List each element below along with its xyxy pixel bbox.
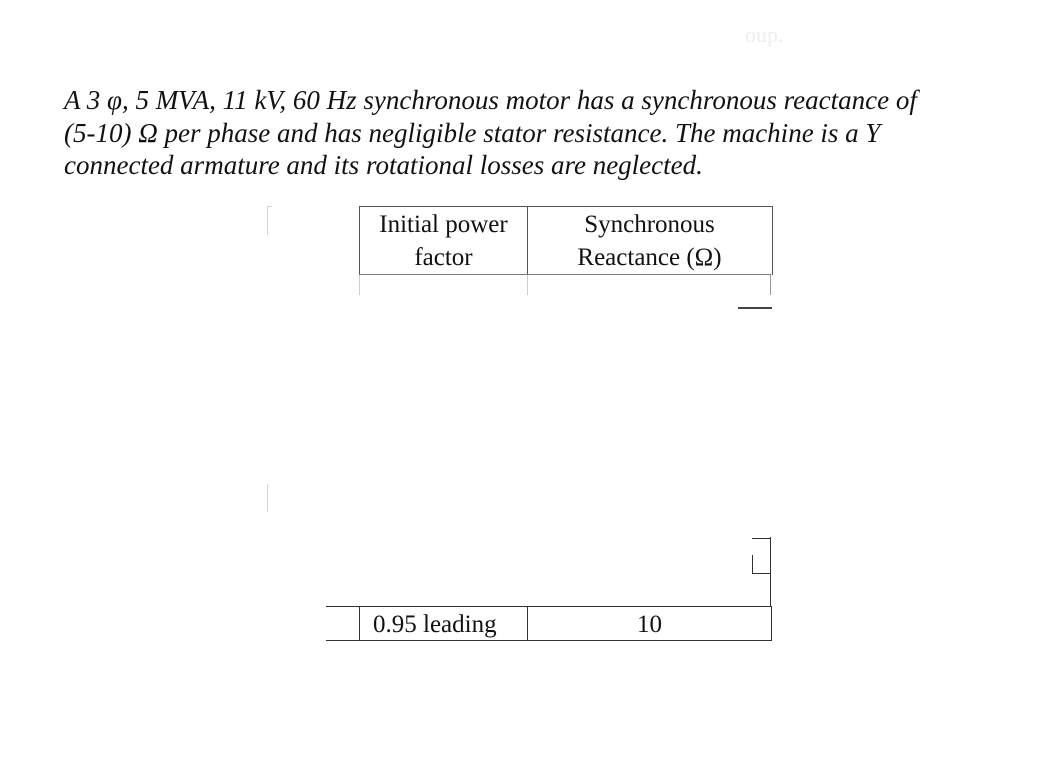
table-header-bottom-border xyxy=(359,274,771,275)
table-border-fragment xyxy=(752,555,753,573)
table-border-fragment xyxy=(738,307,772,309)
faded-margin-mark xyxy=(267,206,272,235)
table-row-power-factor: 0.95 leading xyxy=(373,611,497,638)
header-initial-power-factor xyxy=(360,208,527,274)
faded-column-line xyxy=(359,275,360,295)
table-border-fragment xyxy=(752,573,771,574)
problem-line-3: connected armature and its rotational losses are neglected. xyxy=(64,150,703,180)
faint-header-text: oup. xyxy=(745,22,784,47)
faded-column-line xyxy=(527,275,528,295)
header-pf-line2: factor xyxy=(414,244,473,271)
table-row-divider xyxy=(359,606,360,641)
problem-line-2: (5-10) Ω per phase and has negligible stator resistance. The machine is a Y xyxy=(64,117,881,148)
table-row-top-border xyxy=(326,606,772,607)
header-xs-line2: Reactance (Ω) xyxy=(577,244,722,271)
table-border-fragment xyxy=(752,538,771,539)
problem-statement xyxy=(64,84,984,182)
header-xs-line1: Synchronous xyxy=(584,211,715,238)
table-row-divider xyxy=(771,606,772,641)
faded-column-line xyxy=(770,275,771,295)
table-border-fragment xyxy=(770,537,771,607)
problem-line-1: A 3 φ, 5 MVA, 11 kV, 60 Hz synchronous motor has a synchronous reactance of xyxy=(64,85,917,115)
faded-margin-mark xyxy=(267,484,268,512)
table-row-reactance: 10 xyxy=(637,611,662,638)
header-pf-line1: Initial power xyxy=(379,211,508,238)
header-synchronous-reactance xyxy=(528,208,771,274)
